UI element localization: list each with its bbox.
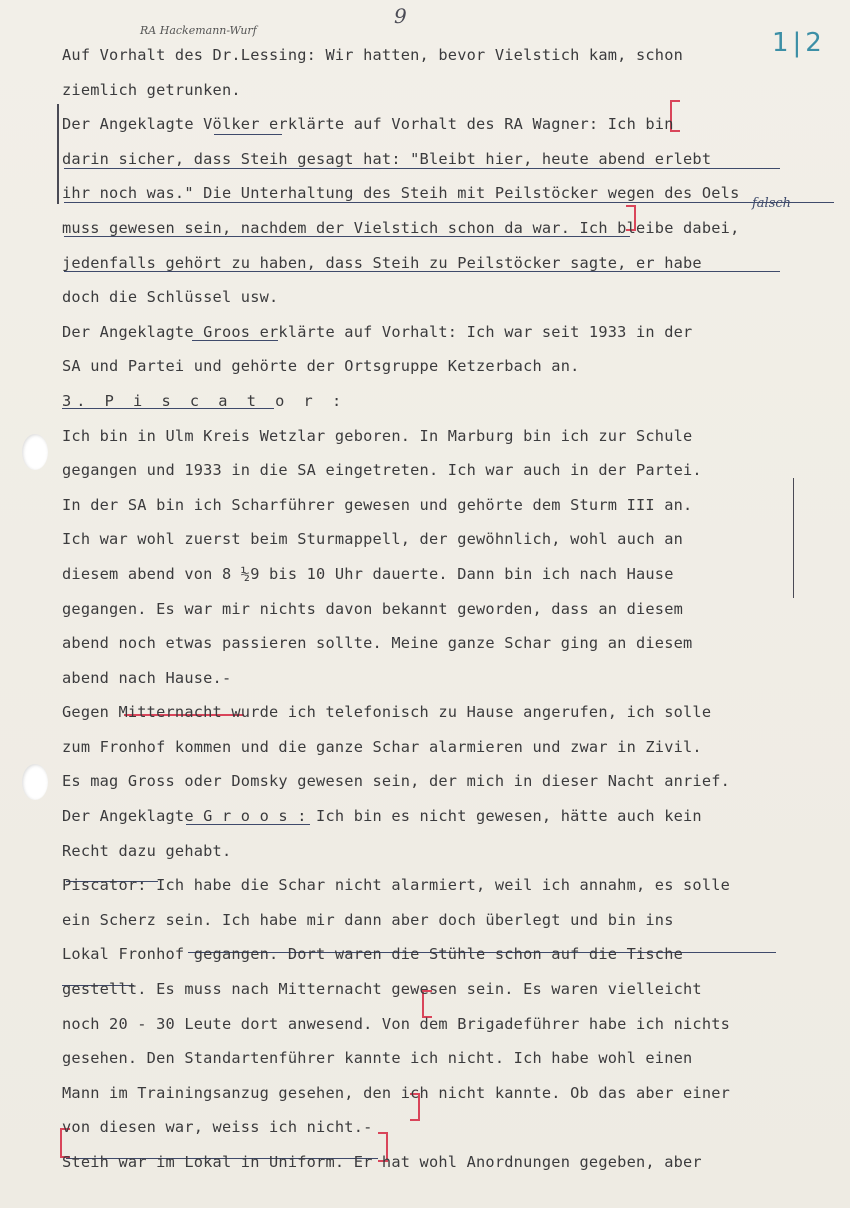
- text-line: diesem abend von 8 ½9 bis 10 Uhr dauerte. Dann bin ich nach Hause: [62, 564, 674, 583]
- text-line: zum Fronhof kommen und die ganze Schar alarmieren und zwar in Zivil.: [62, 737, 702, 756]
- punch-hole-bottom: [22, 764, 48, 800]
- text-line: von diesen war, weiss ich nicht.-: [62, 1118, 373, 1137]
- text-line: Piscator: Ich habe die Schar nicht alarmiert, weil ich annahm, es solle: [62, 876, 731, 895]
- text-line: ihr noch was." Die Unterhaltung des Steih mit Peilstöcker wegen des Oels: [62, 184, 740, 203]
- text-line: Der Angeklagte G r o o s : Ich bin es nicht gewesen, hätte auch kein: [62, 807, 702, 826]
- text-line: Lokal Fronhof gegangen. Dort waren die Stühle schon auf die Tische: [62, 945, 684, 964]
- text-line: abend noch etwas passieren sollte. Meine ganze Schar ging an diesem: [62, 634, 693, 653]
- text-line: Gegen Mitternacht wurde ich telefonisch zu Hause angerufen, ich solle: [62, 703, 712, 722]
- text-line: Ich bin in Ulm Kreis Wetzlar geboren. In Marburg bin ich zur Schule: [62, 426, 693, 445]
- text-line: Es mag Gross oder Domsky gewesen sein, der mich in dieser Nacht anrief.: [62, 772, 731, 791]
- text-line: Ich war wohl zuerst beim Sturmappell, der gewöhnlich, wohl auch an: [62, 530, 684, 549]
- page-number: 9: [394, 4, 407, 28]
- text-line: Recht dazu gehabt.: [62, 841, 232, 860]
- typed-text-body: [62, 38, 832, 1180]
- text-line: gestellt. Es muss nach Mitternacht gewesen sein. Es waren vielleicht: [62, 980, 702, 999]
- text-line: jedenfalls gehört zu haben, dass Steih zu Peilstöcker sagte, er habe: [62, 253, 702, 272]
- text-line: In der SA bin ich Scharführer gewesen und gehörte dem Sturm III an.: [62, 495, 693, 514]
- text-line: SA und Partei und gehörte der Ortsgruppe Ketzerbach an.: [62, 357, 580, 376]
- text-line: Der Angeklagte Völker erklärte auf Vorhalt des RA Wagner: Ich bin: [62, 115, 674, 134]
- punch-hole-top: [22, 434, 48, 470]
- text-line: Der Angeklagte Groos erklärte auf Vorhalt: Ich war seit 1933 in der: [62, 322, 693, 341]
- text-line: darin sicher, dass Steih gesagt hat: "Bleibt hier, heute abend erlebt: [62, 149, 712, 168]
- section-heading-piscator: 3. P i s c a t o r :: [62, 391, 347, 410]
- text-line: gegangen und 1933 in die SA eingetreten. Ich war auch in der Partei.: [62, 461, 702, 480]
- text-line: gegangen. Es war mir nichts davon bekannt geworden, dass an diesem: [62, 599, 684, 618]
- text-line: Steih war im Lokal in Uniform. Er hat wohl Anordnungen gegeben, aber: [62, 1153, 702, 1171]
- folio-mark: 1|2: [772, 28, 826, 58]
- text-line: gesehen. Den Standartenführer kannte ich nicht. Ich habe wohl einen: [62, 1049, 693, 1068]
- text-line: Mann im Trainingsanzug gesehen, den ich nicht kannte. Ob das aber einer: [62, 1083, 731, 1102]
- text-line: ziemlich getrunken.: [62, 80, 241, 99]
- pencil-note-top: RA Hackemann-Wurf: [140, 24, 257, 37]
- text-line: doch die Schlüssel usw.: [62, 288, 279, 307]
- text-line: noch 20 - 30 Leute dort anwesend. Von dem Brigadeführer habe ich nichts: [62, 1014, 731, 1033]
- text-line: ein Scherz sein. Ich habe mir dann aber doch überlegt und bin ins: [62, 910, 674, 929]
- text-line: Auf Vorhalt des Dr.Lessing: Wir hatten, bevor Vielstich kam, schon: [62, 46, 684, 64]
- pencil-note-right: falsch: [752, 196, 792, 211]
- text-line: muss gewesen sein, nachdem der Vielstich schon da war. Ich bleibe dabei,: [62, 218, 740, 237]
- text-line: abend nach Hause.-: [62, 668, 232, 687]
- margin-rule-left: [57, 104, 59, 204]
